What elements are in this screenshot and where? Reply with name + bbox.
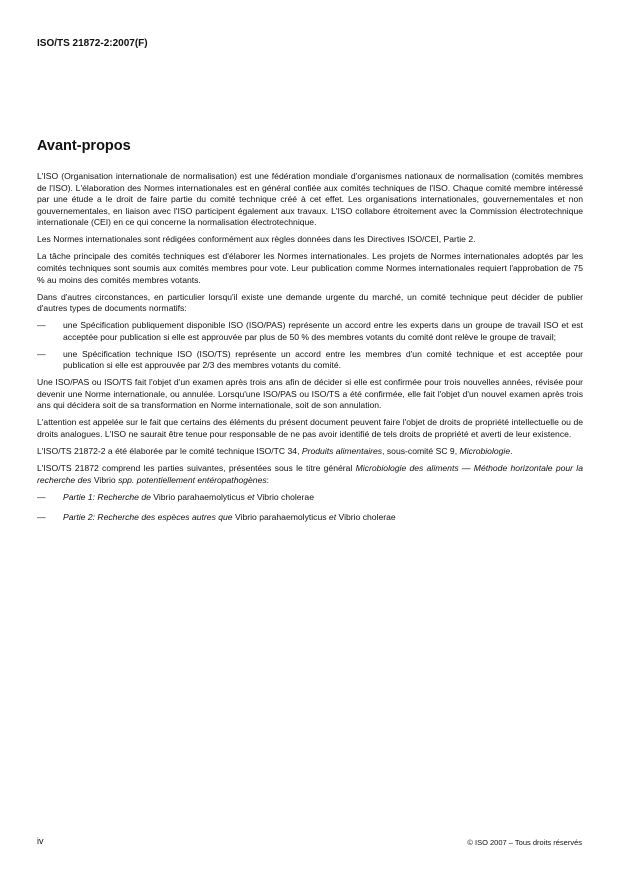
text-italic: Microbiologie des aliments — Méthode horizontale pour la recherche des	[37, 462, 583, 485]
page-title: Avant-propos	[37, 138, 131, 154]
dash-bullet: —	[37, 320, 46, 331]
text: , sous-comité SC 9,	[382, 446, 460, 456]
list-item	[37, 512, 583, 524]
text: L'ISO/TS 21872-2 a été élaborée par le comité technique ISO/TC 34,	[37, 446, 302, 456]
text: L'ISO/TS 21872 comprend les parties suivantes, présentées sous le titre général	[37, 462, 356, 473]
text: .	[510, 446, 513, 456]
list-item-text	[63, 492, 583, 504]
paragraph: L'attention est appelée sur le fait que certains des éléments du présent document peuvent faire l'objet de droits de propriété intellectuelle ou de droits analogues. L'ISO ne saurait être tenue pour responsable de ne pas avoir identifié de tels droits de propriété et averti de leur existence.	[37, 417, 583, 440]
list-item	[37, 492, 583, 504]
text: Vibrio	[93, 474, 116, 485]
paragraph: L'ISO (Organisation internationale de normalisation) est une fédération mondiale d'organismes nationaux de normalisation (comités membres de l'ISO). L'élaboration des Normes internationales est en général confiée aux comités techniques de l'ISO. Chaque comité membre intéressé par une étude a le droit de faire partie du comité technique créé à cet effet. Les organisations internationales, gouvernementales et non gouvernementales, en liaison avec l'ISO participent également aux travaux. L'ISO collabore étroitement avec la Commission électrotechnique internationale (CEI) en ce qui concerne la normalisation électrotechnique.	[37, 171, 583, 228]
dash-bullet: —	[37, 491, 46, 502]
text: Vibrio cholerae	[338, 512, 396, 523]
paragraph: Les Normes internationales sont rédigées conformément aux règles données dans les Directives ISO/CEI, Partie 2.	[37, 234, 476, 245]
list-item-text: une Spécification technique ISO (ISO/TS) représente un accord entre les membres d'un comité technique et est acceptée pour publication si elle est approuvée par 2/3 des membres votants du comité.	[63, 348, 583, 371]
document-body	[37, 171, 583, 529]
paragraph: Dans d'autres circonstances, en particulier lorsqu'il existe une demande urgente du marché, un comité technique peut décider de publier d'autres types de documents normatifs:	[37, 291, 583, 314]
list-item	[37, 320, 583, 343]
paragraph	[37, 446, 583, 458]
list-item	[37, 349, 583, 372]
paragraph: Une ISO/PAS ou ISO/TS fait l'objet d'un examen après trois ans afin de décider si elle est confirmée pour trois nouvelles années, révisée pour devenir une Norme internationale, ou annulée. Lorsqu'une ISO/PAS ou ISO/TS a été confirmée, elle fait l'objet d'un nouvel examen après trois ans qui décidera soit de sa transformation en Norme internationale, soit de son annulation.	[37, 377, 583, 411]
text: Vibrio parahaemolyticus	[234, 512, 327, 523]
dash-bullet: —	[37, 512, 46, 523]
text-italic: Partie 1: Recherche de	[63, 491, 154, 502]
list-item-text	[63, 512, 583, 524]
text-italic: Microbiologie	[459, 446, 511, 456]
text-italic: et	[326, 512, 339, 523]
text: :	[266, 474, 270, 485]
page-number: iv	[37, 836, 44, 846]
document-header: ISO/TS 21872-2:2007(F)	[37, 38, 148, 49]
text-italic: et	[244, 491, 257, 502]
paragraph: La tâche principale des comités techniques est d'élaborer les Normes internationales. Les projets de Normes internationales adoptés par les comités techniques sont soumis aux comités membres pour vote. Leur publication comme Normes internationales requiert l'approbation de 75 % au moins des comités membres votants.	[37, 251, 583, 285]
list-item-text: une Spécification publiquement disponible ISO (ISO/PAS) représente un accord entre les experts dans un groupe de travail ISO et est acceptée pour publication si elle est approuvée par plus de 50 % des membres votants du comité dont relève le groupe de travail;	[63, 320, 583, 342]
dash-bullet: —	[37, 348, 46, 359]
text: Vibrio parahaemolyticus	[153, 491, 245, 502]
text-italic: Produits alimentaires	[301, 446, 383, 456]
text-italic: Partie 2: Recherche des espèces autres que	[63, 512, 235, 523]
paragraph	[37, 463, 583, 486]
text-italic: spp. potentiellement entéropathogènes	[115, 474, 267, 485]
text: Vibrio cholerae	[256, 491, 314, 502]
copyright-notice: © ISO 2007 – Tous droits réservés	[467, 838, 582, 847]
